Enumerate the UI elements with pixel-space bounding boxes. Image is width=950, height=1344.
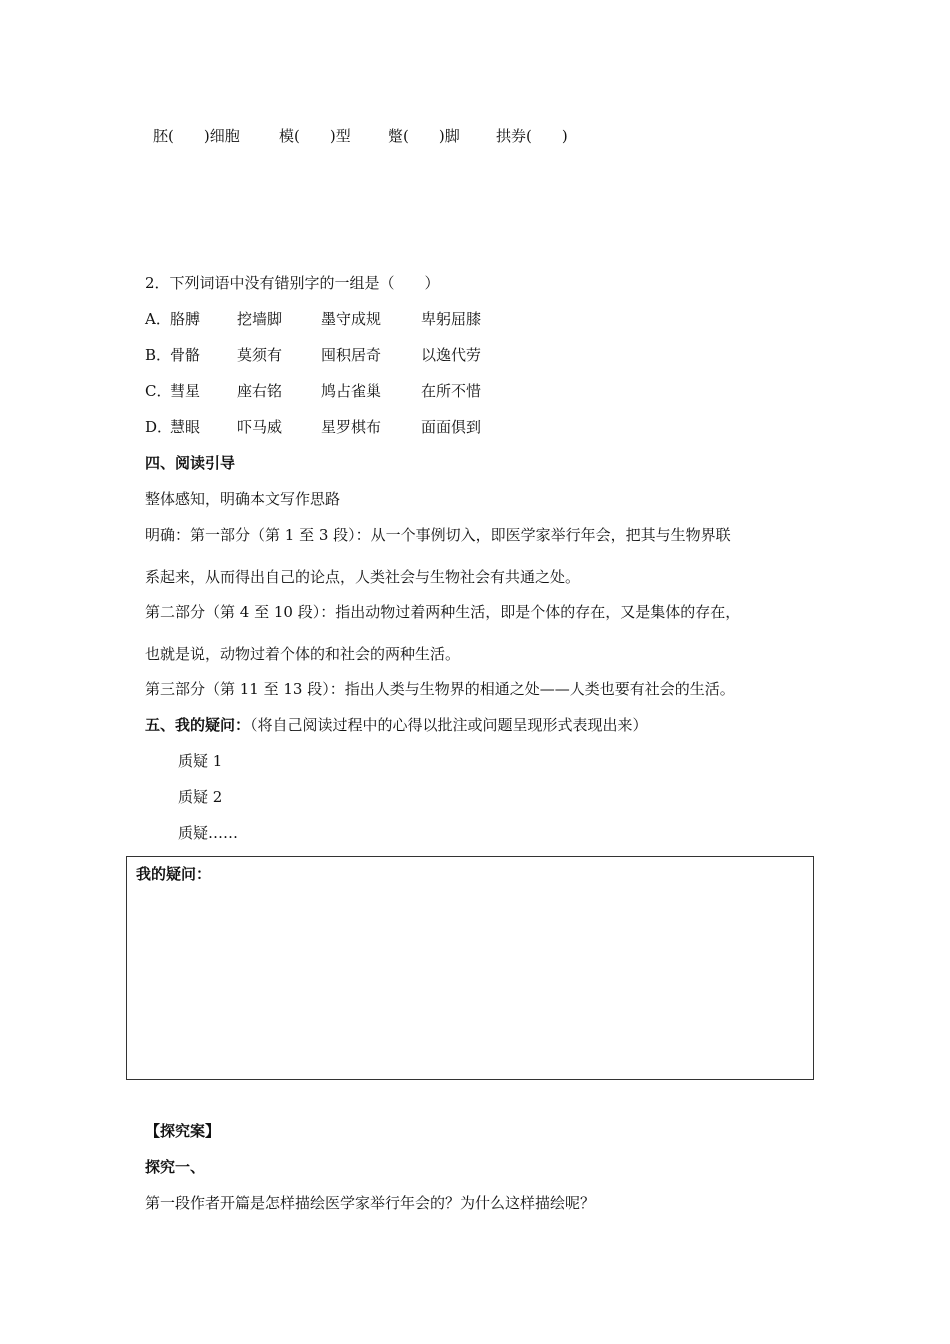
doubt-item-1: 质疑 1 (178, 752, 223, 770)
pinyin-item-2: 模( )型 (279, 127, 351, 145)
section-4-line-5: 第三部分（第 11 至 13 段）：指出人类与生物界的相通之处——人类也要有社会的生活。 (145, 680, 735, 698)
option-word: 骨骼 (170, 346, 201, 364)
section-5-row (145, 718, 648, 733)
option-word: 胳膊 (170, 310, 201, 328)
option-word: 卑躬屈膝 (421, 310, 482, 328)
question-box-label: 我的疑问： (136, 865, 212, 883)
option-word: 座右铭 (237, 382, 283, 400)
option-word: 挖墙脚 (237, 310, 283, 328)
option-word: 囤积居奇 (321, 346, 382, 364)
question-writing-box[interactable] (126, 856, 814, 1080)
pinyin-item-3: 蹩( )脚 (388, 127, 460, 145)
section-5-note: （将自己阅读过程中的心得以批注或问题呈现形式表现出来） (250, 716, 648, 734)
option-word: 面面俱到 (421, 418, 482, 436)
section-4-heading: 四、阅读引导 (145, 454, 236, 472)
explore-question: 第一段作者开篇是怎样描绘医学家举行年会的？为什么这样描绘呢？ (145, 1194, 596, 1212)
section-4-intro: 整体感知，明确本文写作思路 (145, 490, 341, 508)
option-word: 以逸代劳 (421, 346, 482, 364)
question-2-stem: 2．下列词语中没有错别字的一组是（ ） (145, 274, 440, 292)
pinyin-item-1: 胚( )细胞 (153, 127, 240, 145)
option-letter: B． (145, 346, 172, 364)
option-word: 星罗棋布 (321, 418, 382, 436)
explore-title: 【探究案】 (145, 1122, 221, 1140)
section-4-line-1: 明确：第一部分（第 1 至 3 段）：从一个事例切入，即医学家举行年会，把其与生物界联 (145, 526, 731, 544)
option-word: 莫须有 (237, 346, 283, 364)
option-word: 彗星 (170, 382, 201, 400)
option-word: 慧眼 (170, 418, 201, 436)
option-word: 在所不惜 (421, 382, 482, 400)
section-5-heading: 五、我的疑问： (145, 716, 251, 734)
option-letter: D． (145, 418, 173, 436)
doubt-item-3: 质疑…… (178, 824, 239, 842)
option-word: 墨守成规 (321, 310, 382, 328)
section-4-line-2: 系起来，从而得出自己的论点，人类社会与生物社会有共通之处。 (145, 568, 581, 586)
option-word: 吓马威 (237, 418, 283, 436)
option-letter: A． (145, 310, 171, 328)
section-4-line-3: 第二部分（第 4 至 10 段）：指出动物过着两种生活，即是个体的存在，又是集体的存在， (145, 603, 741, 621)
pinyin-item-4: 拱券( ) (496, 127, 568, 145)
option-word: 鸠占雀巢 (321, 382, 382, 400)
explore-sub: 探究一、 (145, 1158, 206, 1176)
section-4-line-4: 也就是说，动物过着个体的和社会的两种生活。 (145, 645, 461, 663)
doubt-item-2: 质疑 2 (178, 788, 223, 806)
option-letter: C． (145, 382, 172, 400)
